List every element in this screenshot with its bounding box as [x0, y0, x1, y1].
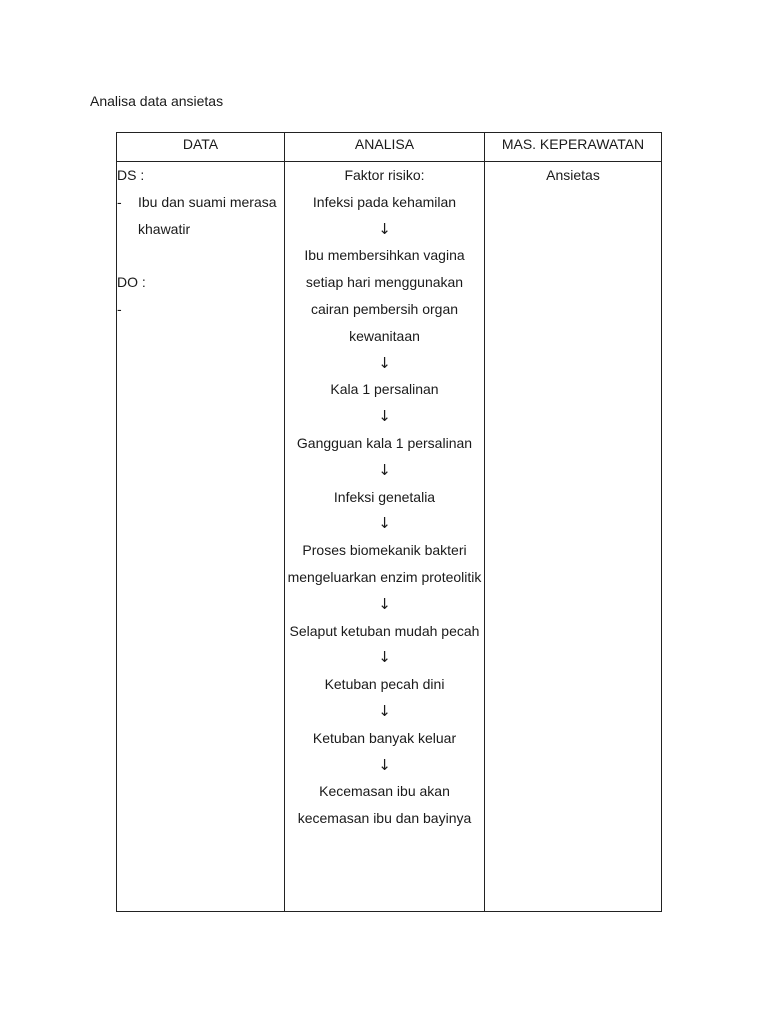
down-arrow-icon: ↓ — [378, 219, 391, 238]
ds-item — [117, 189, 284, 243]
ds-item-dash: - — [117, 193, 122, 210]
down-arrow-icon: ↓ — [378, 755, 391, 774]
analisa-step-1: Infeksi pada kehamilan — [312, 193, 457, 210]
table-header-row — [117, 133, 662, 162]
analisa-cell — [285, 162, 485, 912]
analisa-step-3: Kala 1 persalinan — [330, 381, 439, 398]
analisa-intro: Faktor risiko: — [344, 167, 425, 183]
do-item — [117, 296, 284, 323]
data-cell — [117, 162, 285, 912]
down-arrow-icon: ↓ — [378, 353, 391, 372]
down-arrow-icon: ↓ — [378, 460, 391, 479]
ds-item-text: Ibu dan suami merasa khawatir — [138, 193, 277, 237]
table-row — [117, 162, 662, 912]
document-title: Analisa data ansietas — [90, 93, 224, 109]
analisa-step-5: Infeksi genetalia — [333, 488, 436, 505]
analisa-step-7: Selaput ketuban mudah pecah — [289, 622, 480, 639]
analisa-step-6: Proses biomekanik bakteri mengeluarkan enzim proteolitik — [287, 542, 482, 585]
do-label: DO : — [117, 274, 146, 291]
down-arrow-icon: ↓ — [378, 407, 391, 426]
spacer — [117, 242, 284, 269]
mas-keperawatan-cell — [485, 162, 662, 912]
do-item-text — [138, 296, 284, 323]
down-arrow-icon: ↓ — [378, 648, 391, 667]
do-item-dash: - — [117, 300, 122, 317]
analisa-step-4: Gangguan kala 1 persalinan — [296, 434, 473, 451]
analisa-step-2: Ibu membersihkan vagina setiap hari menggunakan cairan pembersih organ kewanitaan — [304, 247, 465, 344]
ds-label: DS : — [117, 167, 145, 183]
analisa-step-9: Ketuban banyak keluar — [312, 729, 457, 746]
diagnosis-text: Ansietas — [546, 167, 600, 183]
analisa-step-8: Ketuban pecah dini — [324, 676, 445, 693]
analysis-table — [116, 132, 662, 912]
header-analisa: ANALISA — [285, 133, 485, 162]
down-arrow-icon: ↓ — [378, 594, 391, 613]
down-arrow-icon: ↓ — [378, 514, 391, 533]
header-mas-keperawatan: MAS. KEPERAWATAN — [485, 133, 662, 162]
analisa-step-10: Kecemasan ibu akan kecemasan ibu dan bayinya — [297, 783, 472, 827]
header-data: DATA — [117, 133, 285, 162]
down-arrow-icon: ↓ — [378, 701, 391, 720]
